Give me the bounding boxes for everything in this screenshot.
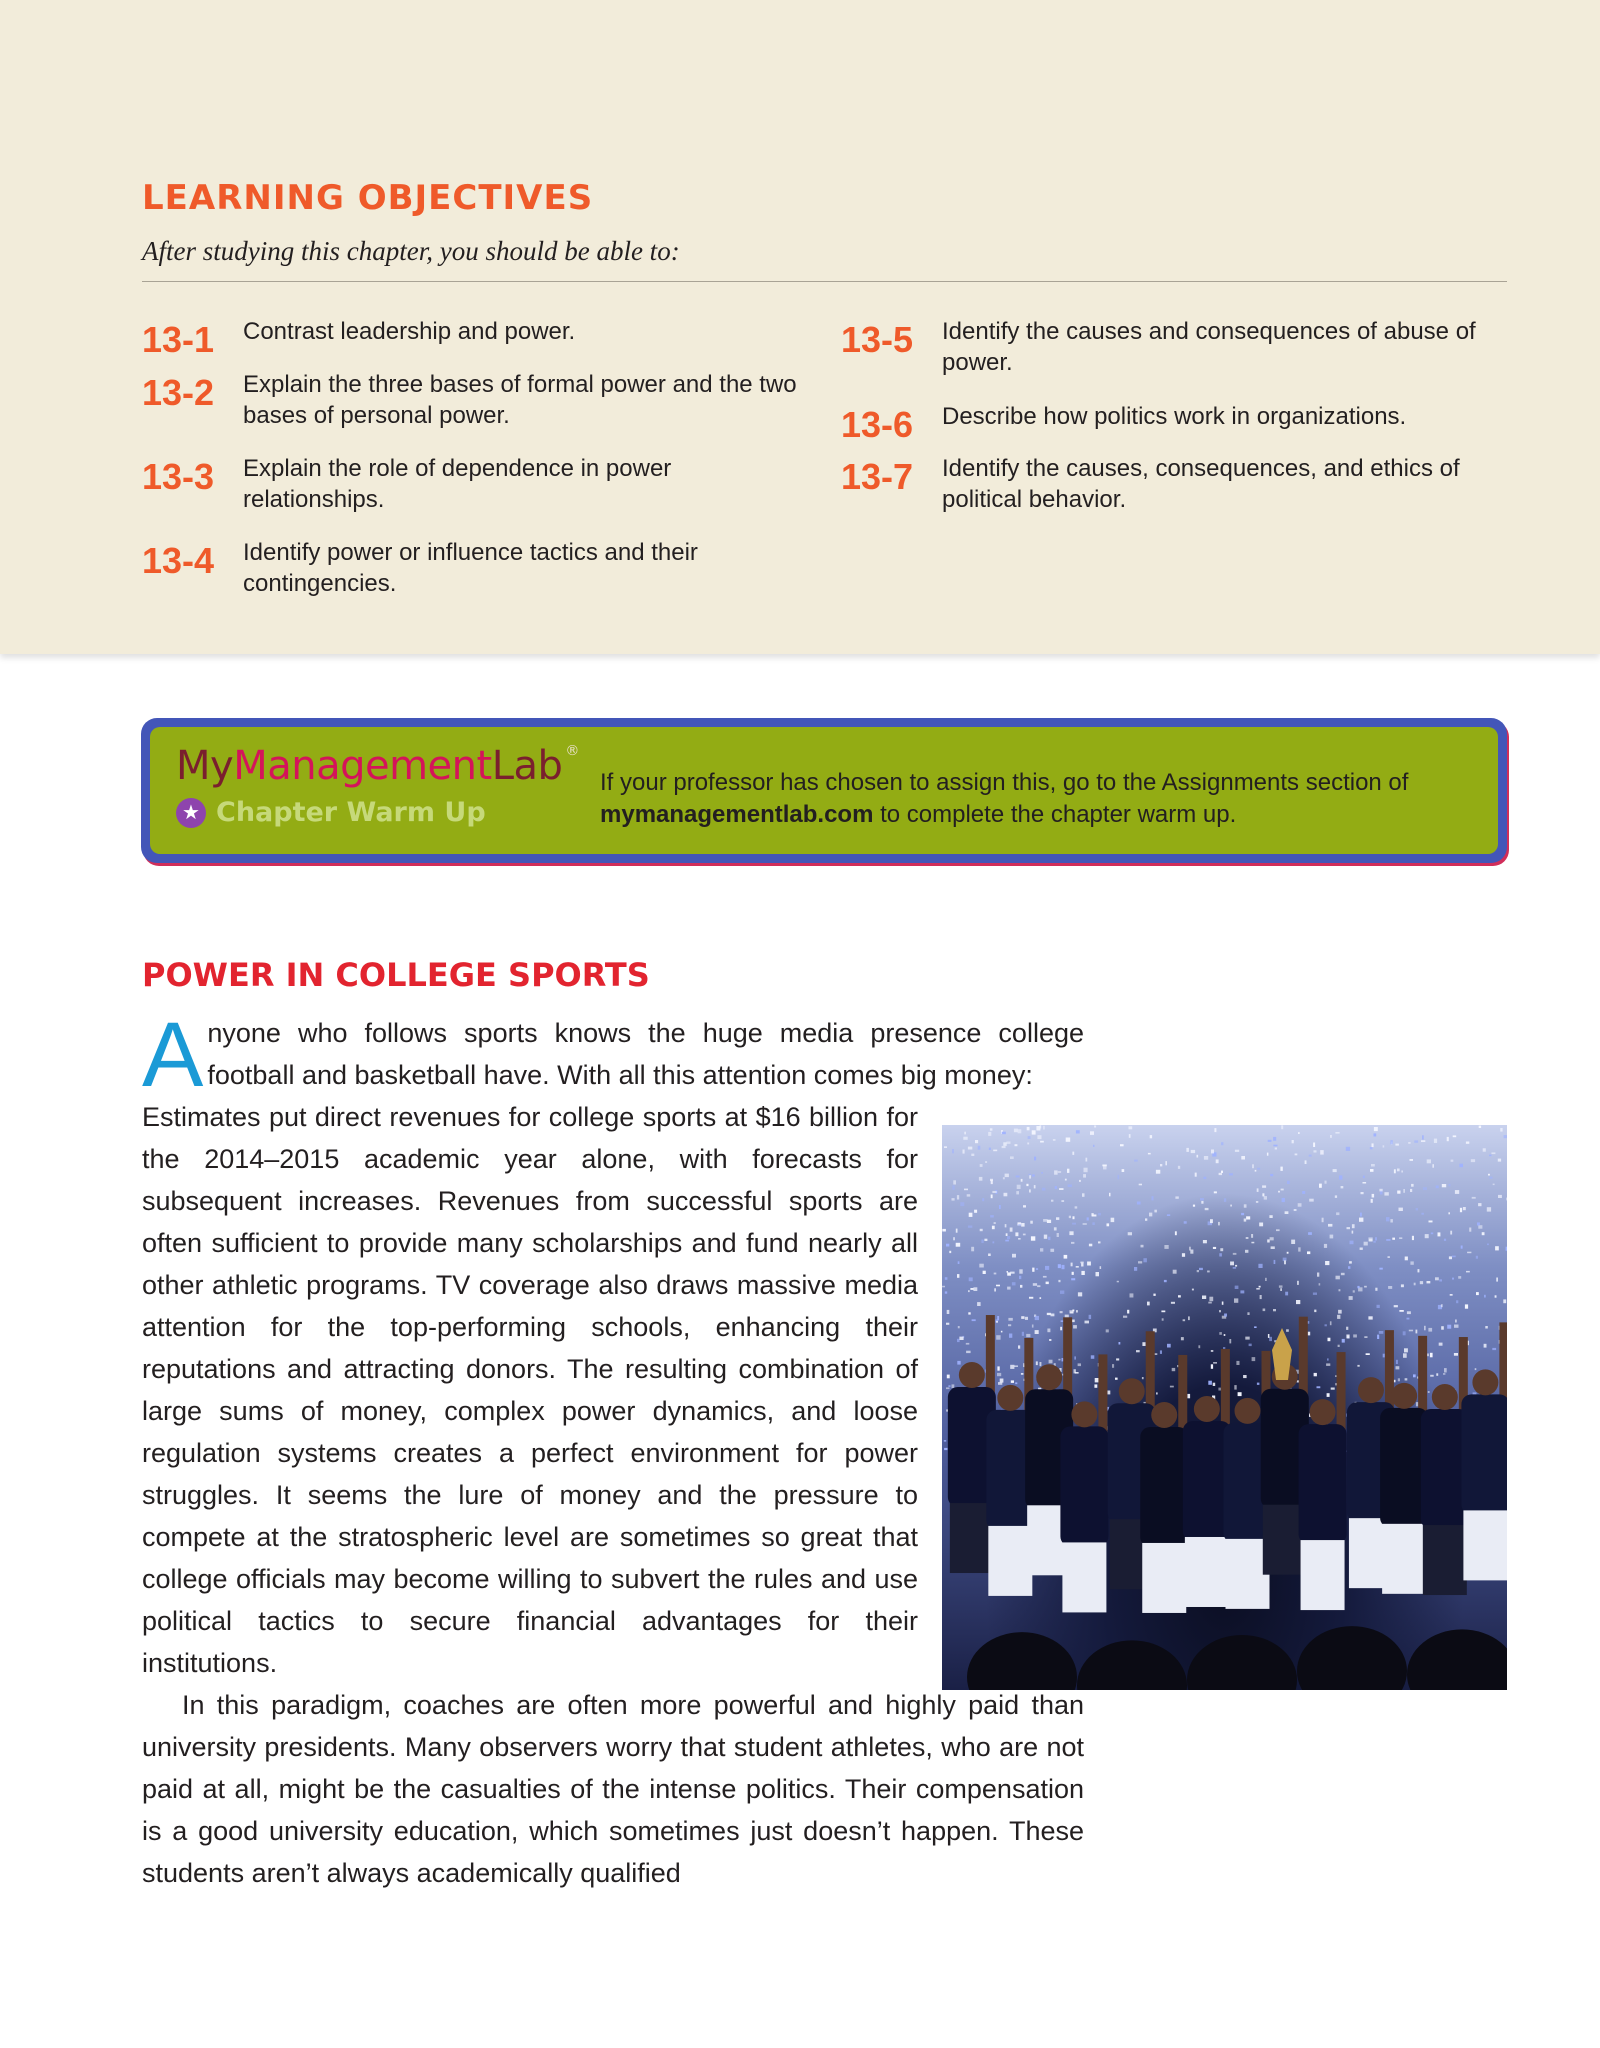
banner-inner <box>150 727 1498 854</box>
objective-13-7 <box>841 453 1512 515</box>
objective-13-6 <box>841 401 1512 445</box>
mymanagementlab-banner <box>141 718 1507 863</box>
objective-number: 13-6 <box>841 404 914 445</box>
objective-text: Identify the causes, consequences, and ethics of political behavior. <box>942 455 1460 513</box>
article-opening <box>142 1004 1084 1106</box>
banner-message <box>600 767 1480 831</box>
learning-objectives-subtitle: After studying this chapter, you should be able to: <box>142 236 680 266</box>
opening-text: nyone who follows sports knows the huge media presence college football and basketball have. With all this attention comes big money: <box>207 1018 1084 1090</box>
objective-number: 13-7 <box>841 456 914 497</box>
mymanagementlab-link[interactable]: mymanagementlab.com <box>600 801 874 828</box>
chapter-warm-up <box>176 797 486 828</box>
registered-mark: ® <box>565 743 579 759</box>
objective-number: 13-4 <box>142 540 215 581</box>
star-icon: ★ <box>176 798 206 828</box>
objective-text: Identify the causes and consequences of abuse of power. <box>942 318 1476 376</box>
logo-lab: Lab <box>491 743 563 789</box>
logo-my: My <box>176 743 234 789</box>
divider <box>142 281 1507 282</box>
article-paragraph-2: In this paradigm, coaches are often more powerful and highly paid than university presidents. Many observers worry that student athletes, who are not paid at all, might be the casualties of the intense politics. Their compensation is a good university education, which sometimes just doesn’t happen. These students aren’t always academically qualified <box>142 1690 1084 1888</box>
team-celebration-photo <box>942 1125 1507 1690</box>
drop-cap: A <box>142 1004 204 1106</box>
objective-text: Explain the role of dependence in power relationships. <box>243 455 672 513</box>
objective-text: Describe how politics work in organizations. <box>942 403 1407 430</box>
objective-13-1 <box>142 316 803 360</box>
objective-number: 13-5 <box>841 319 914 360</box>
objective-13-3 <box>142 453 803 515</box>
article-title: POWER IN COLLEGE SPORTS <box>142 956 650 994</box>
article-paragraph-1: Estimates put direct revenues for college sports at $16 billion for the 2014–2015 academic year alone, with forecasts for subsequent increases. Revenues from successful sports are often sufficient to provide many scholarships and fund nearly all other athletic programs. TV coverage also draws massive media attention for the top-performing schools, enhancing their reputations and attracting donors. The resulting combination of large sums of money, complex power dynamics, and loose regulation systems creates a perfect environment for power struggles. It seems the lure of money and the pressure to compete at the stratospheric level are sometimes so great that college officials may become willing to subvert the rules and use political tactics to secure financial advantages for their institutions. <box>142 1102 918 1678</box>
objective-text: Explain the three bases of formal power and the two bases of personal power. <box>243 371 797 429</box>
warm-up-label: Chapter Warm Up <box>216 797 486 828</box>
photo-illustration <box>942 1125 1507 1690</box>
mymanagementlab-logo <box>176 743 579 789</box>
objective-number: 13-1 <box>142 319 215 360</box>
objective-13-5 <box>841 316 1512 378</box>
objective-13-4 <box>142 537 803 599</box>
objective-13-2 <box>142 369 803 431</box>
banner-message-end: to complete the chapter warm up. <box>880 801 1237 828</box>
logo-management: Management <box>233 743 492 789</box>
learning-objectives-title: LEARNING OBJECTIVES <box>142 178 594 218</box>
learning-objectives-panel <box>0 0 1600 654</box>
objective-text: Identify power or influence tactics and their contingencies. <box>243 539 698 597</box>
banner-message-text: If your professor has chosen to assign this, go to the Assignments section of <box>600 769 1409 796</box>
objective-text: Contrast leadership and power. <box>243 318 576 345</box>
objective-number: 13-3 <box>142 456 215 497</box>
objective-number: 13-2 <box>142 372 215 413</box>
